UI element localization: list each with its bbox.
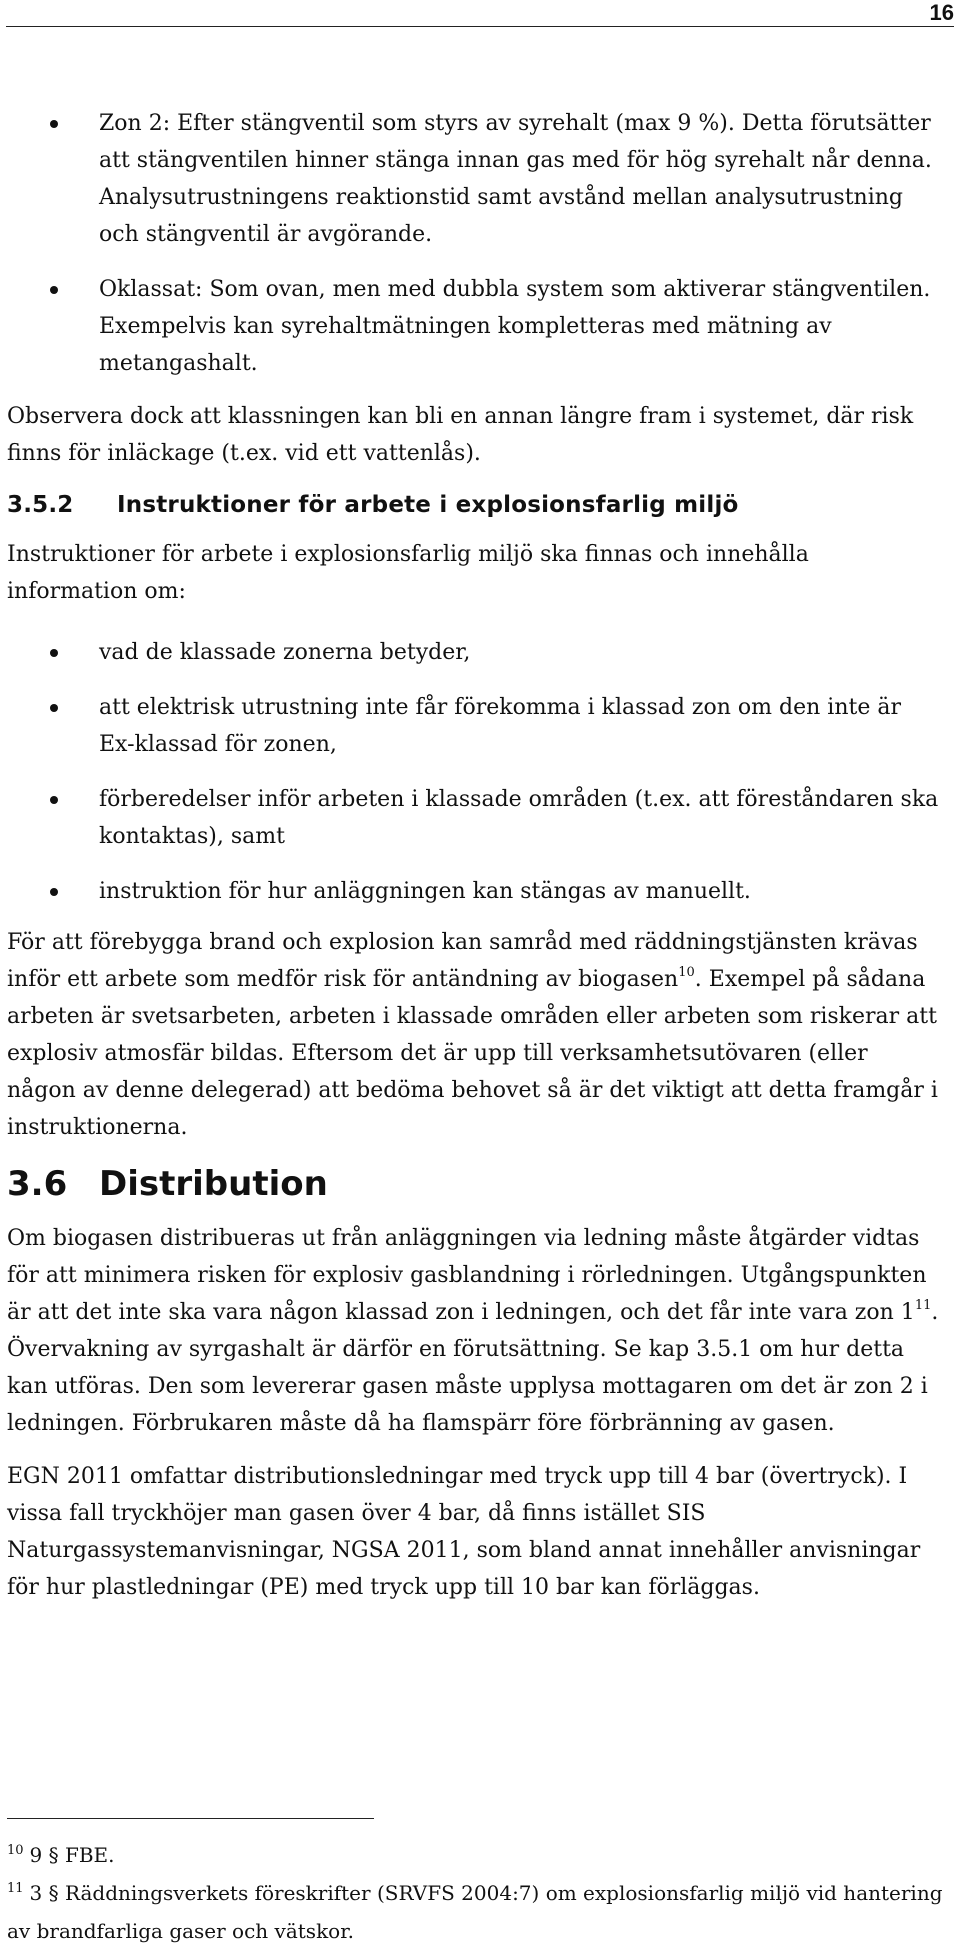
fire-prevention-paragraph bbox=[7, 924, 943, 1146]
footnote-11 bbox=[7, 1876, 943, 1948]
header-rule bbox=[6, 26, 954, 27]
section-number: 3.5.2 bbox=[7, 492, 74, 518]
section-number: 3.6 bbox=[7, 1164, 68, 1204]
footnote-rule bbox=[7, 1818, 374, 1819]
distribution-paragraph bbox=[7, 1220, 943, 1442]
paragraph-text: . Exempel på sådana arbeten är svetsarbeten, arbeten i klassade områden eller arbeten som riskerar att explosiv atmosfär bildas. Eftersom det är upp till verksamhetsutövaren (eller någon av denne delegerad) att bedöma behovet så är det viktigt att detta framgår i instruktionerna. bbox=[7, 967, 938, 1140]
section-title: Instruktioner för arbete i explosionsfarlig miljö bbox=[117, 492, 739, 518]
footnote-text: 9 § FBE. bbox=[29, 1843, 115, 1867]
egn-paragraph: EGN 2011 omfattar distributionsledningar med tryck upp till 4 bar (övertryck). I vissa fall tryckhöjer man gasen över 4 bar, då finns istället SIS Naturgassystemanvisningar, NGSA 2011, som bland annat innehåller anvisningar för hur plastledningar (PE) med tryck upp till 10 bar kan förläggas. bbox=[7, 1464, 921, 1600]
page-body bbox=[7, 105, 943, 1606]
footnote-mark: 10 bbox=[7, 1843, 24, 1858]
footnote-text: 3 § Räddningsverkets föreskrifter (SRVFS 2004:7) om explosionsfarlig miljö vid hantering av brandfarliga gaser och vätskor. bbox=[7, 1881, 943, 1943]
page-number: 16 bbox=[929, 0, 954, 25]
paragraph-text: Om biogasen distribueras ut från anläggningen via ledning måste åtgärder vidtas för att minimera risken för explosiv gasblandning i rörledningen. Utgångspunkten är att det inte ska vara någon klassad zon i ledningen, och det får inte vara zon 1 bbox=[7, 1226, 927, 1325]
bullet-zones: vad de klassade zonerna betyder, bbox=[7, 634, 943, 671]
bullet-preparation: förberedelser inför arbeten i klassade områden (t.ex. att föreståndaren ska kontaktas), samt bbox=[7, 781, 943, 855]
footnote-mark: 11 bbox=[7, 1881, 24, 1896]
bullet-oklassat: Oklassat: Som ovan, men med dubbla system som aktiverar stängventilen. Exempelvis kan syrehaltmätningen kompletteras med mätning av metangashalt. bbox=[7, 271, 943, 382]
bullet-zone-2: Zon 2: Efter stängventil som styrs av syrehalt (max 9 %). Detta förutsätter att stängventilen hinner stänga innan gas med för hög syrehalt når denna. Analysutrustningens reaktionstid samt avstånd mellan analysutrustning och stängventil är avgörande. bbox=[7, 105, 943, 253]
section-title: Distribution bbox=[99, 1164, 328, 1204]
observation-note: Observera dock att klassningen kan bli en annan längre fram i systemet, där risk finns för inläckage (t.ex. vid ett vattenlås). bbox=[7, 404, 914, 466]
paragraph-text: För att förebygga brand och explosion kan samråd med räddningstjänsten krävas inför ett arbete som medför risk för antändning av biogasen bbox=[7, 930, 918, 992]
paragraph-text: . Övervakning av syrgashalt är därför en förutsättning. Se kap 3.5.1 om hur detta kan utföras. Den som levererar gasen måste upplysa mottagaren om det är zon 2 i ledningen. Förbrukaren måste då ha flamspärr före förbränning av gasen. bbox=[7, 1300, 939, 1436]
bullet-shutdown: instruktion för hur anläggningen kan stängas av manuellt. bbox=[7, 873, 943, 910]
section-heading-3-6 bbox=[7, 1162, 943, 1206]
footnote-ref-11: 11 bbox=[914, 1297, 932, 1313]
bullet-electrical: att elektrisk utrustning inte får förekomma i klassad zon om den inte är Ex-klassad för zonen, bbox=[7, 689, 943, 763]
section-intro: Instruktioner för arbete i explosionsfarlig miljö ska finnas och innehålla information om: bbox=[7, 542, 809, 604]
footnote-ref-10: 10 bbox=[678, 964, 695, 980]
footnote-10 bbox=[7, 1838, 943, 1876]
section-heading-3-5-2 bbox=[7, 487, 943, 524]
footnotes bbox=[7, 1838, 943, 1948]
